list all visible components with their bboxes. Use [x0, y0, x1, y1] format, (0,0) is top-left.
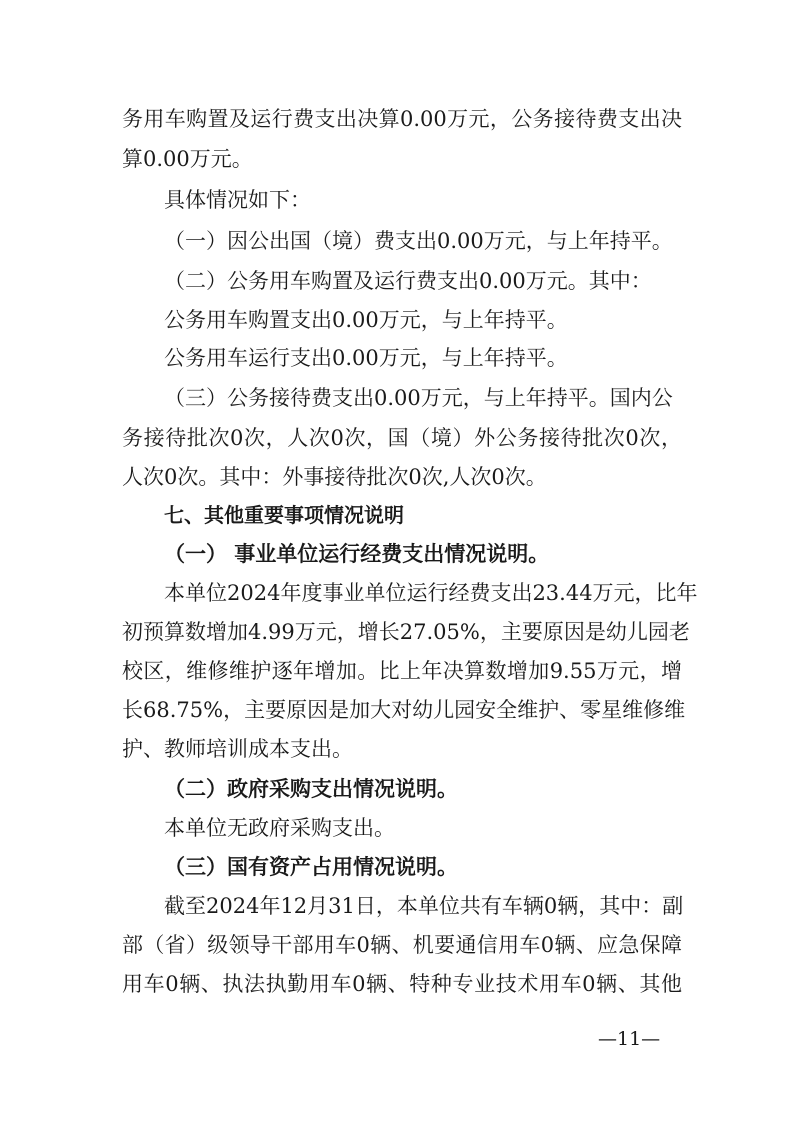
body-line: （二）公务用车购置及运行费支出0.00万元。其中：: [164, 269, 652, 293]
body-line: 本单位2024年度事业单位运行经费支出23.44万元，比年: [164, 581, 698, 605]
body-line: 截至2024年12月31日，本单位共有车辆0辆，其中：副: [164, 894, 684, 918]
body-line: （一）因公出国（境）费支出0.00万元，与上年持平。: [164, 229, 673, 253]
body-line: 算0.00万元。: [122, 147, 253, 171]
body-line: 公务用车购置支出0.00万元，与上年持平。: [164, 308, 568, 332]
body-line: 长68.75%，主要原因是加大对幼儿园安全维护、零星维修维: [122, 698, 686, 722]
section-heading: 七、其他重要事项情况说明: [164, 503, 404, 527]
body-line: 护、教师培训成本支出。: [122, 737, 353, 761]
body-line: 务用车购置及运行费支出决算0.00万元，公务接待费支出决: [122, 107, 682, 131]
body-line: （三）公务接待费支出0.00万元，与上年持平。国内公: [164, 386, 673, 410]
body-line: 初预算数增加4.99万元，增长27.05%，主要原因是幼儿园老: [122, 620, 690, 644]
page-number: —11—: [598, 1028, 661, 1050]
body-line: 校区，维修维护逐年增加。比上年决算数增加9.55万元，增: [122, 659, 682, 683]
subsection-heading: （三）国有资产占用情况说明。: [164, 854, 458, 879]
body-line: 用车0辆、执法执勤用车0辆、特种专业技术用车0辆、其他: [122, 972, 682, 996]
subsection-heading: （一） 事业单位运行经费支出情况说明。: [164, 541, 550, 566]
body-line: 公务用车运行支出0.00万元，与上年持平。: [164, 346, 568, 370]
body-line: 人次0次。其中：外事接待批次0次,人次0次。: [122, 465, 547, 489]
body-line: 具体情况如下：: [164, 188, 311, 212]
body-line: 本单位无政府采购支出。: [164, 816, 395, 840]
body-line: 务接待批次0次，人次0次，国（境）外公务接待批次0次，: [122, 426, 682, 450]
subsection-heading: （二）政府采购支出情况说明。: [164, 776, 458, 801]
body-line: 部（省）级领导干部用车0辆、机要通信用车0辆、应急保障: [122, 933, 682, 957]
